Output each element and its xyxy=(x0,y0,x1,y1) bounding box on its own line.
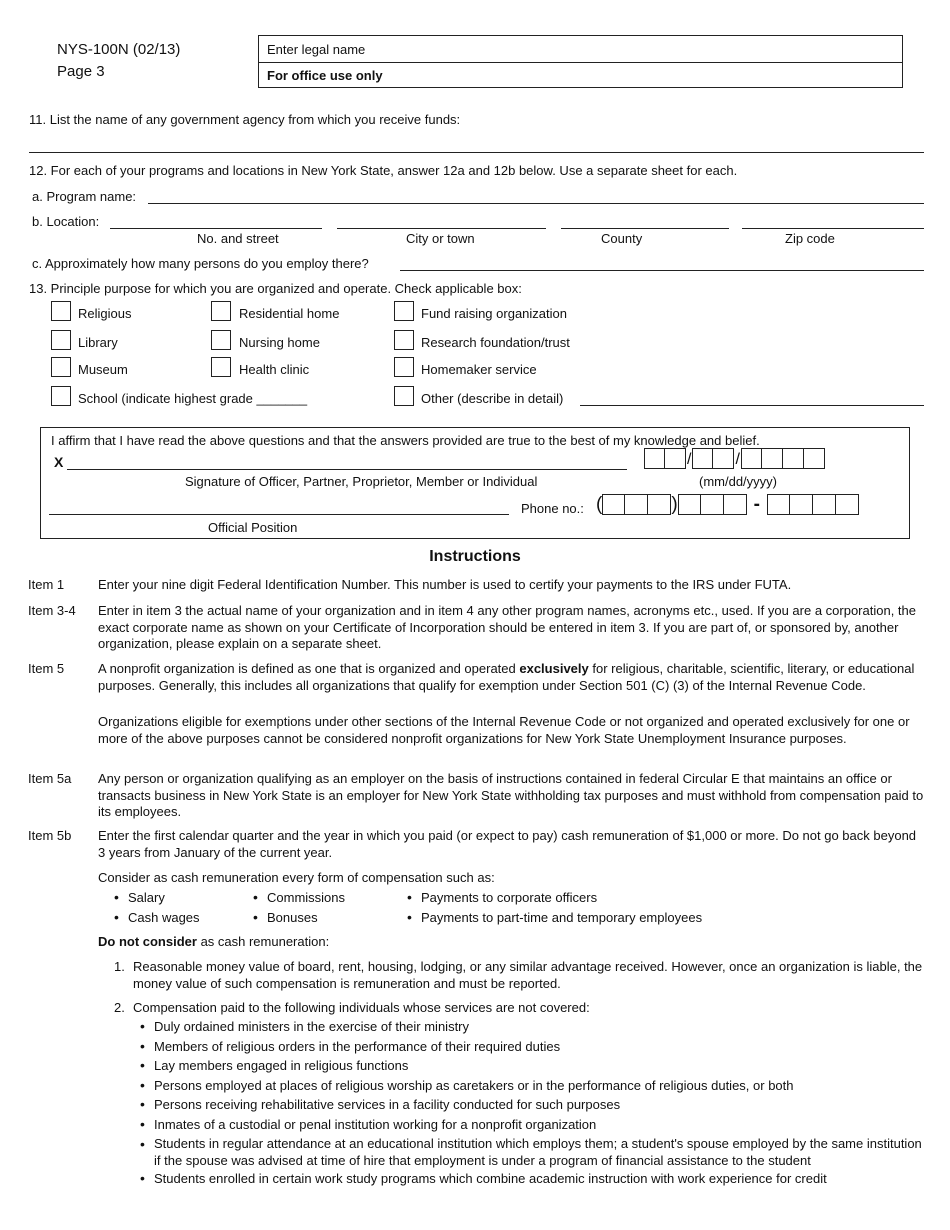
religious-label: Religious xyxy=(78,306,132,321)
list-item: • Persons receiving rehabilitative services in a facility conducted for such purposes xyxy=(140,1095,926,1115)
program-name-line[interactable] xyxy=(148,203,924,204)
other-label: Other (describe in detail) xyxy=(421,391,564,406)
religious-checkbox[interactable] xyxy=(51,301,71,321)
n2-text: Compensation paid to the following individuals whose services are not covered: xyxy=(133,1000,590,1015)
comp-salary: • Salary xyxy=(114,889,165,905)
q11-answer-line[interactable] xyxy=(29,152,924,153)
q11-text: 11. List the name of any government agency from which you receive funds: xyxy=(29,112,461,127)
list-item: • Duly ordained ministers in the exercise of their ministry xyxy=(140,1017,926,1037)
exclusively-emphasis: exclusively xyxy=(519,661,589,676)
affirm-text: I affirm that I have read the above questions and that the answers provided are true to the best of my knowledge and belief. xyxy=(51,433,760,448)
nursing-home-label: Nursing home xyxy=(239,335,320,350)
homemaker-service-checkbox[interactable] xyxy=(394,357,414,377)
health-clinic-checkbox[interactable] xyxy=(211,357,231,377)
item-3-4-no: Item 3-4 xyxy=(28,603,76,618)
item-3-4-text: Enter in item 3 the actual name of your organization and in item 4 any other program names, acronyms etc., used. If you are a corporation, the exact corporate name as shown on your Certificate of Incorporation should be entered in item 3. If you are part of, or sponsored by, another organization, please explain on a separate sheet. xyxy=(98,603,916,651)
legal-name-label: Enter legal name xyxy=(267,42,366,57)
zip-caption: Zip code xyxy=(785,231,835,246)
phone-label: Phone no.: xyxy=(521,501,584,516)
affirmation-box xyxy=(40,427,910,539)
comp-part-time: • Payments to part-time and temporary employees xyxy=(407,909,702,925)
list-item: • Students enrolled in certain work study programs which combine academic instruction with work experience for credit xyxy=(140,1169,926,1189)
county-caption: County xyxy=(601,231,643,246)
n1-no: 1. xyxy=(114,959,125,974)
other-describe-line[interactable] xyxy=(580,405,924,406)
consider-text: Consider as cash remuneration every form of compensation such as: xyxy=(98,870,495,885)
nursing-home-checkbox[interactable] xyxy=(211,330,231,350)
list-item: • Students in regular attendance at an educational institution which employs them; a student's spouse employed by the same institution if the spouse was advised at time of hire that employment is under a program of financial assistance to the student xyxy=(140,1136,922,1168)
health-clinic-label: Health clinic xyxy=(239,362,310,377)
fund-raising-checkbox[interactable] xyxy=(394,301,414,321)
official-position-line[interactable] xyxy=(49,514,509,515)
item-5a-text: Any person or organization qualifying as an employer on the basis of instructions contained in federal Circular E that maintains an office or transacts business in New York State is an employer for New York State withholding tax purposes and must withhold from compensation paid to its employees. xyxy=(98,771,924,819)
museum-checkbox[interactable] xyxy=(51,357,71,377)
list-item: • Members of religious orders in the performance of their required duties xyxy=(140,1037,926,1057)
homemaker-service-label: Homemaker service xyxy=(421,362,537,377)
location-label: b. Location: xyxy=(32,214,100,229)
other-checkbox[interactable] xyxy=(394,386,414,406)
street-caption: No. and street xyxy=(197,231,279,246)
employ-count-line[interactable] xyxy=(400,270,924,271)
q12-text: 12. For each of your programs and locations in New York State, answer 12a and 12b below. Use a separate sheet for each. xyxy=(29,163,738,178)
research-foundation-checkbox[interactable] xyxy=(394,330,414,350)
item-5b-no: Item 5b xyxy=(28,828,72,843)
city-line[interactable] xyxy=(337,228,546,229)
research-foundation-label: Research foundation/trust xyxy=(421,335,570,350)
do-not-consider: Do not consider as cash remuneration: xyxy=(98,934,330,949)
x-mark: X xyxy=(54,454,64,470)
fund-raising-label: Fund raising organization xyxy=(421,306,567,321)
list-item: • Lay members engaged in religious functions xyxy=(140,1056,926,1076)
school-label: School (indicate highest grade _______ xyxy=(78,391,308,406)
employ-count-label: c. Approximately how many persons do you employ there? xyxy=(32,256,369,271)
q13-text: 13. Principle purpose for which you are organized and operate. Check applicable box: xyxy=(29,281,522,296)
date-field[interactable]: / / xyxy=(644,448,825,469)
n2-list xyxy=(140,1017,926,1189)
residential-home-label: Residential home xyxy=(239,306,340,321)
item-1-text: Enter your nine digit Federal Identification Number. This number is used to certify your payments to the IRS under FUTA. xyxy=(98,577,792,592)
zip-line[interactable] xyxy=(742,228,924,229)
office-use-label: For office use only xyxy=(267,68,383,83)
n1-text: Reasonable money value of board, rent, housing, lodging, or any similar advantage received. However, once an organization is liable, the money value of such compensation is remuneration and must be reported. xyxy=(133,959,923,991)
item-5b-text: Enter the first calendar quarter and the year in which you paid (or expect to pay) cash remuneration of $1,000 or more. Do not go back beyond 3 years from January of the current year. xyxy=(98,828,917,860)
item-5a-no: Item 5a xyxy=(28,771,72,786)
n2-no: 2. xyxy=(114,1000,125,1015)
comp-commissions: • Commissions xyxy=(253,889,345,905)
list-item: • Inmates of a custodial or penal institution working for a nonprofit organization xyxy=(140,1115,926,1135)
signature-caption: Signature of Officer, Partner, Proprietor, Member or Individual xyxy=(185,474,538,489)
legal-name-box[interactable] xyxy=(258,35,903,88)
list-item: • Persons employed at places of religious worship as caretakers or in the performance of religious duties, or both xyxy=(140,1076,926,1096)
form-id: NYS-100N (02/13) xyxy=(57,41,181,58)
museum-label: Museum xyxy=(78,362,128,377)
signature-line[interactable] xyxy=(67,469,627,470)
residential-home-checkbox[interactable] xyxy=(211,301,231,321)
item-1-no: Item 1 xyxy=(28,577,65,592)
street-line[interactable] xyxy=(110,228,322,229)
position-caption: Official Position xyxy=(208,520,298,535)
item-5-text-2: Organizations eligible for exemptions under other sections of the Internal Revenue Code or not organized and operated exclusively for one or more of the above purposes cannot be considered nonprofit organizations for New York State Unemployment Insurance purposes. xyxy=(98,714,910,746)
city-caption: City or town xyxy=(406,231,475,246)
library-label: Library xyxy=(78,335,118,350)
comp-corporate-officers: • Payments to corporate officers xyxy=(407,889,597,905)
item-5-text: A nonprofit organization is defined as one that is organized and operated exclusively for religious, charitable, scientific, literary, or educational purposes. Generally, this includes all organizations that qualify for exemption under Section 501 (C) (3) of the Internal Revenue Code. xyxy=(98,661,915,693)
comp-bonuses: • Bonuses xyxy=(253,909,318,925)
instructions-title: Instructions xyxy=(429,548,521,565)
date-caption: (mm/dd/yyyy) xyxy=(699,474,777,489)
page-number: Page 3 xyxy=(57,63,105,80)
item-5-no: Item 5 xyxy=(28,661,65,676)
phone-field[interactable]: ( ) - xyxy=(596,494,859,515)
library-checkbox[interactable] xyxy=(51,330,71,350)
county-line[interactable] xyxy=(561,228,729,229)
school-checkbox[interactable] xyxy=(51,386,71,406)
program-name-label: a. Program name: xyxy=(32,189,137,204)
comp-cash-wages: • Cash wages xyxy=(114,909,200,925)
